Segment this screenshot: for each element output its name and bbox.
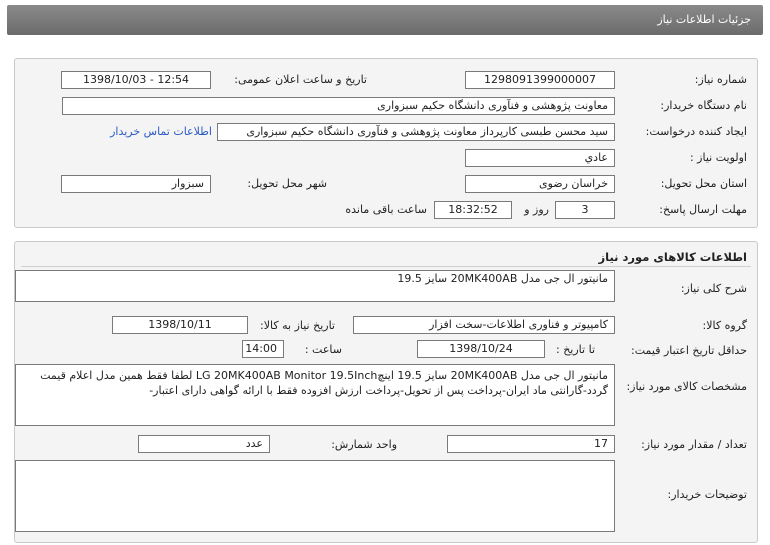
page-title: جزئیات اطلاعات نیاز bbox=[657, 13, 751, 26]
province-label: استان محل تحویل: bbox=[660, 177, 747, 190]
group-label: گروه کالا: bbox=[702, 319, 747, 332]
quantity-field: 17 bbox=[447, 435, 615, 453]
buyer-contact-link[interactable]: اطلاعات تماس خریدار bbox=[110, 125, 212, 138]
time-left-suffix: ساعت باقی مانده bbox=[345, 203, 427, 216]
buyer-notes-field bbox=[15, 460, 615, 532]
need-number-field: 1298091399000007 bbox=[465, 71, 615, 89]
city-label: شهر محل تحویل: bbox=[247, 177, 327, 190]
days-field: 3 bbox=[555, 201, 615, 219]
until-date-label: تا تاریخ : bbox=[556, 343, 595, 356]
hour-label: ساعت : bbox=[304, 343, 342, 356]
deadline-label: مهلت ارسال پاسخ: bbox=[659, 203, 747, 216]
page-header bbox=[7, 5, 763, 35]
general-desc-field: مانیتور ال جی مدل 20MK400AB سایز 19.5 bbox=[15, 270, 615, 302]
general-desc-label: شرح کلی نیاز: bbox=[680, 282, 747, 295]
until-date-field: 1398/10/24 bbox=[417, 340, 545, 358]
hour-field: 14:00 bbox=[242, 340, 284, 358]
section-divider bbox=[21, 266, 751, 267]
goods-panel bbox=[14, 241, 758, 543]
city-field: سبزوار bbox=[61, 175, 211, 193]
priority-label: اولویت نیاز : bbox=[689, 151, 747, 164]
days-and-label: روز و bbox=[524, 203, 549, 216]
need-info-panel bbox=[14, 58, 758, 228]
province-field: خراسان رضوی bbox=[465, 175, 615, 193]
spec-field: مانیتور ال جی مدل 20MK400AB سایز 19.5 اینچLG 20MK400AB Monitor 19.5Inch لطفا فقط همین مدل اعلام قیمت گردد-گارانتی ماد ایران-پرداخت پس از تحویل-پرداخت ارزش افزوده فقط با ارائه گواهی دارای اعتبار- bbox=[15, 364, 615, 426]
buyer-org-field: معاونت پژوهشی و فنآوری دانشگاه حکیم سبزواری bbox=[62, 97, 615, 115]
announce-date-label: تاریخ و ساعت اعلان عمومی: bbox=[234, 73, 367, 86]
quantity-label: تعداد / مقدار مورد نیاز: bbox=[641, 438, 747, 451]
unit-field: عدد bbox=[138, 435, 270, 453]
creator-label: ایجاد کننده درخواست: bbox=[645, 125, 747, 138]
time-left-field: 18:32:52 bbox=[434, 201, 512, 219]
need-number-label: شماره نیاز: bbox=[694, 73, 747, 86]
group-field: کامپیوتر و فناوری اطلاعات-سخت افزار bbox=[353, 316, 615, 334]
need-date-field: 1398/10/11 bbox=[112, 316, 248, 334]
buyer-notes-label: توضیحات خریدار: bbox=[667, 488, 747, 501]
priority-field: عادي bbox=[465, 149, 615, 167]
need-date-label: تاریخ نیاز به کالا: bbox=[260, 319, 335, 332]
goods-section-title: اطلاعات کالاهای مورد نیاز bbox=[598, 250, 747, 264]
buyer-org-label: نام دستگاه خریدار: bbox=[660, 99, 747, 112]
min-price-validity-label: حداقل تاریخ اعتبار قیمت: bbox=[631, 344, 747, 357]
spec-label: مشخصات کالای مورد نیاز: bbox=[626, 380, 747, 393]
unit-label: واحد شمارش: bbox=[331, 438, 397, 451]
announce-date-field: 1398/10/03 - 12:54 bbox=[61, 71, 211, 89]
creator-field: سید محسن طبسی کارپرداز معاونت پژوهشی و فنآوری دانشگاه حکیم سبزواری bbox=[217, 123, 615, 141]
